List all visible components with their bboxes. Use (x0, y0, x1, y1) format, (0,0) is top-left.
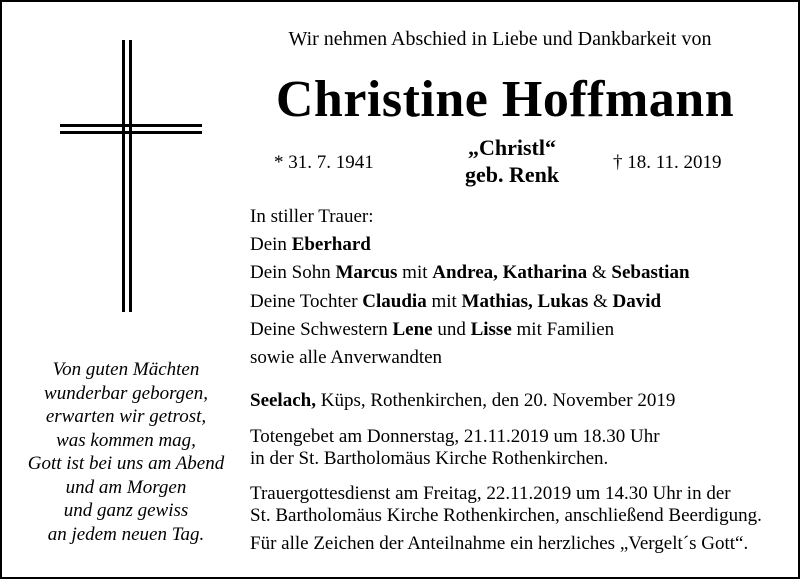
death-date: † 18. 11. 2019 (613, 152, 722, 173)
mourners-heading: In stiller Trauer: (250, 206, 374, 227)
poem-line: und ganz gewiss (63, 500, 189, 521)
maiden-name: geb. Renk (464, 162, 560, 187)
mourner-line: sowie alle Anverwandten (250, 347, 443, 369)
mourners-list (250, 203, 690, 372)
nickname: „Christl“ (468, 135, 556, 160)
mourner-line: Deine Tochter Claudia mit Mathias, Lukas & David (250, 290, 662, 312)
mourner-line: Deine Schwestern Lene und Lisse mit Familien (250, 318, 615, 340)
poem-line: was kommen mag, (56, 429, 196, 451)
deceased-name: Christine Hoffmann (275, 71, 735, 128)
place-date: Seelach, Küps, Rothenkirchen, den 20. November 2019 (250, 390, 676, 411)
nickname-block (442, 134, 582, 188)
poem-line: wunderbar geborgen, (44, 382, 208, 404)
mourner-line: Dein Eberhard (250, 234, 371, 256)
prayer-info: Totengebet am Donnerstag, 21.11.2019 um 18.30 Uhr in der St. Bartholomäus Kirche Rothenkirchen. (250, 426, 660, 469)
funeral-service-info: Trauergottesdienst am Freitag, 22.11.2019 um 14.30 Uhr in der St. Bartholomäus Kirche Rothenkirchen, anschließend Beerdigung. (250, 483, 762, 526)
poem (8, 358, 244, 546)
mourner-line: Dein Sohn Marcus mit Andrea, Katharina & Sebastian (250, 262, 690, 284)
thanks-line: Für alle Zeichen der Anteilnahme ein herzliches „Vergelt´s Gott“. (250, 533, 749, 554)
poem-line: erwarten wir getrost, (45, 406, 207, 427)
intro-line: Wir nehmen Abschied in Liebe und Dankbarkeit von (288, 28, 712, 50)
poem-line: an jedem neuen Tag. (47, 523, 205, 545)
poem-line: und am Morgen (65, 476, 187, 498)
poem-line: Von guten Mächten (52, 359, 200, 380)
birth-date: * 31. 7. 1941 (274, 152, 374, 173)
poem-line: Gott ist bei uns am Abend (27, 453, 225, 474)
cross-icon (52, 40, 202, 312)
